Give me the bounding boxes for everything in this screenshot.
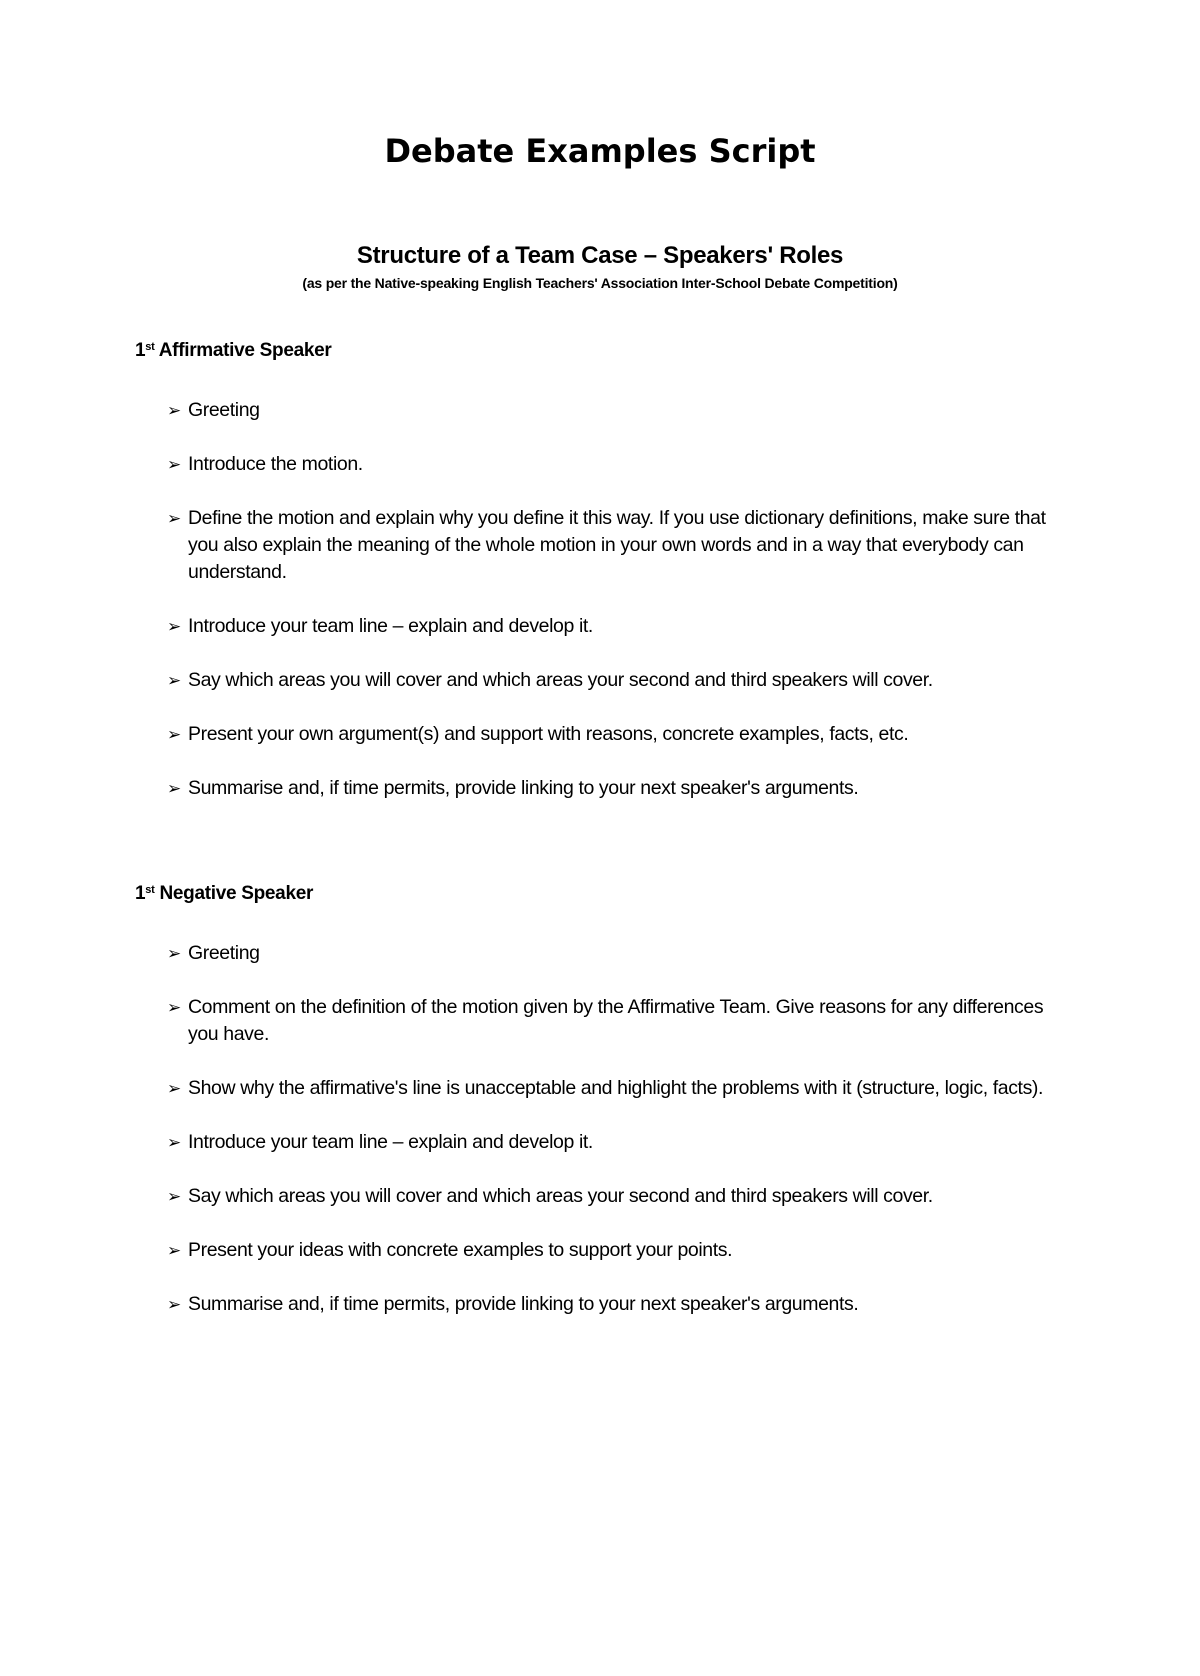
list-item: [135, 1291, 1065, 1318]
list-item: [135, 1075, 1065, 1102]
arrowhead-right-icon: ➢: [167, 998, 181, 1017]
arrowhead-right-icon: ➢: [167, 1133, 181, 1152]
list-item: [135, 1183, 1065, 1210]
list-item-text: Summarise and, if time permits, provide linking to your next speaker's arguments.: [188, 1293, 859, 1315]
arrowhead-right-icon: ➢: [167, 1079, 181, 1098]
list-item-text: Greeting: [188, 399, 260, 421]
list-item: [135, 613, 1065, 640]
arrowhead-right-icon: ➢: [167, 617, 181, 636]
list-item-text: Say which areas you will cover and which areas your second and third speakers will cover.: [188, 669, 933, 691]
arrowhead-right-icon: ➢: [167, 1241, 181, 1260]
list-item: [135, 397, 1065, 424]
section-heading: [135, 883, 1065, 913]
bullet-list: [135, 940, 1065, 1318]
list-item-text: Comment on the definition of the motion given by the Affirmative Team. Give reasons for any differences you have.: [188, 996, 1044, 1045]
list-item: [135, 451, 1065, 478]
document-subtitle: Structure of a Team Case – Speakers' Roles: [356, 242, 844, 269]
arrowhead-right-icon: ➢: [167, 779, 181, 798]
arrowhead-right-icon: ➢: [167, 1295, 181, 1314]
list-item-text: Summarise and, if time permits, provide linking to your next speaker's arguments.: [188, 777, 859, 799]
list-item-text: Greeting: [188, 942, 260, 964]
list-item: [135, 721, 1065, 748]
heading-text: Affirmative Speaker: [154, 340, 332, 361]
list-item: [135, 775, 1065, 802]
arrowhead-right-icon: ➢: [167, 671, 181, 690]
arrowhead-right-icon: ➢: [167, 725, 181, 744]
list-item: [135, 667, 1065, 694]
arrowhead-right-icon: ➢: [167, 401, 181, 420]
list-item-text: Introduce the motion.: [188, 453, 363, 475]
section-heading: [135, 340, 1065, 370]
heading-text: Negative Speaker: [154, 883, 314, 904]
document-subnote: (as per the Native-speaking English Teachers' Association Inter-School Debate Competition): [302, 275, 898, 291]
list-item: [135, 1237, 1065, 1264]
arrowhead-right-icon: ➢: [167, 944, 181, 963]
list-item-text: Show why the affirmative's line is unacceptable and highlight the problems with it (structure, logic, facts).: [188, 1077, 1044, 1099]
heading-number: 1: [135, 340, 146, 361]
list-item: [135, 940, 1065, 967]
list-item: [135, 505, 1065, 586]
list-item-text: Introduce your team line – explain and develop it.: [188, 1131, 593, 1153]
section-affirmative-speaker: [135, 340, 1065, 802]
list-item-text: Present your own argument(s) and support with reasons, concrete examples, facts, etc.: [188, 723, 909, 745]
list-item-text: Introduce your team line – explain and develop it.: [188, 615, 593, 637]
list-item: [135, 994, 1065, 1048]
list-item-text: Present your ideas with concrete examples to support your points.: [188, 1239, 733, 1261]
heading-number: 1: [135, 883, 146, 904]
bullet-list: [135, 397, 1065, 802]
list-item-text: Say which areas you will cover and which areas your second and third speakers will cover.: [188, 1185, 933, 1207]
arrowhead-right-icon: ➢: [167, 509, 181, 528]
arrowhead-right-icon: ➢: [167, 455, 181, 474]
section-negative-speaker: [135, 883, 1065, 1318]
heading-ordinal: st: [145, 341, 155, 353]
document-title: Debate Examples Script: [384, 132, 816, 170]
list-item: [135, 1129, 1065, 1156]
heading-ordinal: st: [145, 884, 155, 896]
list-item-text: Define the motion and explain why you define it this way. If you use dictionary definitions, make sure that you also explain the meaning of the whole motion in your own words and in a way that everybody can understand.: [188, 507, 1046, 583]
arrowhead-right-icon: ➢: [167, 1187, 181, 1206]
